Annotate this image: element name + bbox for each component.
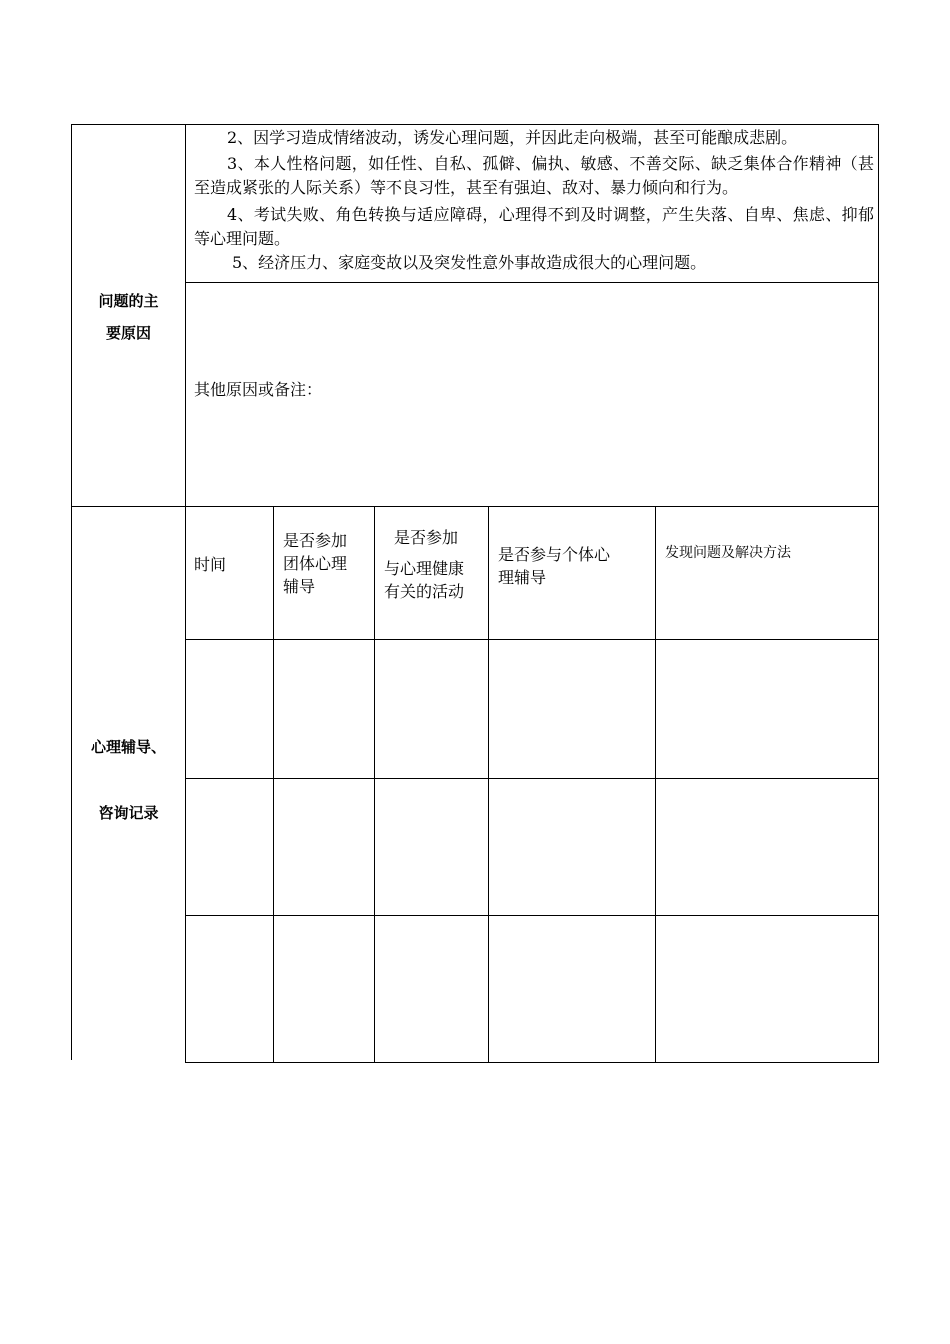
- table-left-border: [71, 124, 72, 1060]
- reason-text: 3、本人性格问题，如任性、自私、孤僻、偏执、敏感、不善交际、缺乏集体合作精神（甚至造成紧张的人际关系）等不良习性，甚至有强迫、敌对、暴力倾向和行为。: [194, 154, 874, 197]
- cell-individual[interactable]: [489, 779, 655, 915]
- header-findings: 发现问题及解决方法: [665, 545, 791, 561]
- reason-text: 2、因学习造成情绪波动，诱发心理问题，并因此走向极端，甚至可能酿成悲剧。: [227, 128, 798, 147]
- cell-findings[interactable]: [656, 916, 878, 1062]
- other-reasons-label: 其他原因或备注：: [194, 380, 323, 399]
- header-individual-line1: 是否参与个体心: [498, 545, 611, 564]
- cell-time[interactable]: [186, 779, 273, 915]
- cell-group[interactable]: [274, 640, 374, 778]
- header-time: 时间: [194, 555, 227, 574]
- cell-time[interactable]: [186, 640, 273, 778]
- header-activity-line1: 是否参加: [394, 528, 459, 547]
- main-reasons-label-line1: 问题的主: [98, 292, 159, 310]
- reason-text: 5、经济压力、家庭变故以及突发性意外事故造成很大的心理问题。: [232, 253, 707, 272]
- header-individual-counseling: [498, 543, 610, 589]
- reason-text: 4、考试失败、角色转换与适应障碍，心理得不到及时调整，产生失落、自卑、焦虑、抑郁等心理问题。: [194, 205, 874, 248]
- table-top-border: [71, 124, 879, 125]
- header-individual-line2: 理辅导: [498, 568, 547, 587]
- header-activity-line3: 有关的活动: [384, 582, 465, 601]
- main-reasons-label: [72, 286, 185, 348]
- reason-item-2: [194, 126, 874, 150]
- cell-activity[interactable]: [375, 916, 488, 1062]
- header-group-line3: 辅导: [283, 577, 316, 596]
- reason-item-4: [194, 203, 874, 251]
- header-activity-line2: 与心理健康: [384, 559, 465, 578]
- cell-activity[interactable]: [375, 640, 488, 778]
- header-health-activity: [384, 526, 464, 603]
- section-divider: [71, 506, 879, 507]
- main-reasons-label-line2: 要原因: [105, 324, 151, 342]
- table-right-border: [878, 124, 879, 1063]
- header-group-line1: 是否参加: [283, 531, 348, 550]
- cell-group[interactable]: [274, 916, 374, 1062]
- cell-time[interactable]: [186, 916, 273, 1062]
- reason-item-5: [194, 251, 874, 275]
- cell-individual[interactable]: [489, 916, 655, 1062]
- counseling-record-label: [72, 736, 185, 824]
- reason-item-3: [194, 152, 874, 200]
- row3-bottom: [185, 1062, 879, 1063]
- counseling-record-label-line2: 咨询记录: [98, 804, 159, 822]
- cell-findings[interactable]: [656, 640, 878, 778]
- header-group-counseling: [283, 529, 347, 598]
- header-group-line2: 团体心理: [283, 554, 348, 573]
- cell-individual[interactable]: [489, 640, 655, 778]
- cell-group[interactable]: [274, 779, 374, 915]
- reasons-divider: [185, 282, 879, 283]
- cell-findings[interactable]: [656, 779, 878, 915]
- counseling-record-label-line1: 心理辅导、: [90, 738, 166, 756]
- cell-activity[interactable]: [375, 779, 488, 915]
